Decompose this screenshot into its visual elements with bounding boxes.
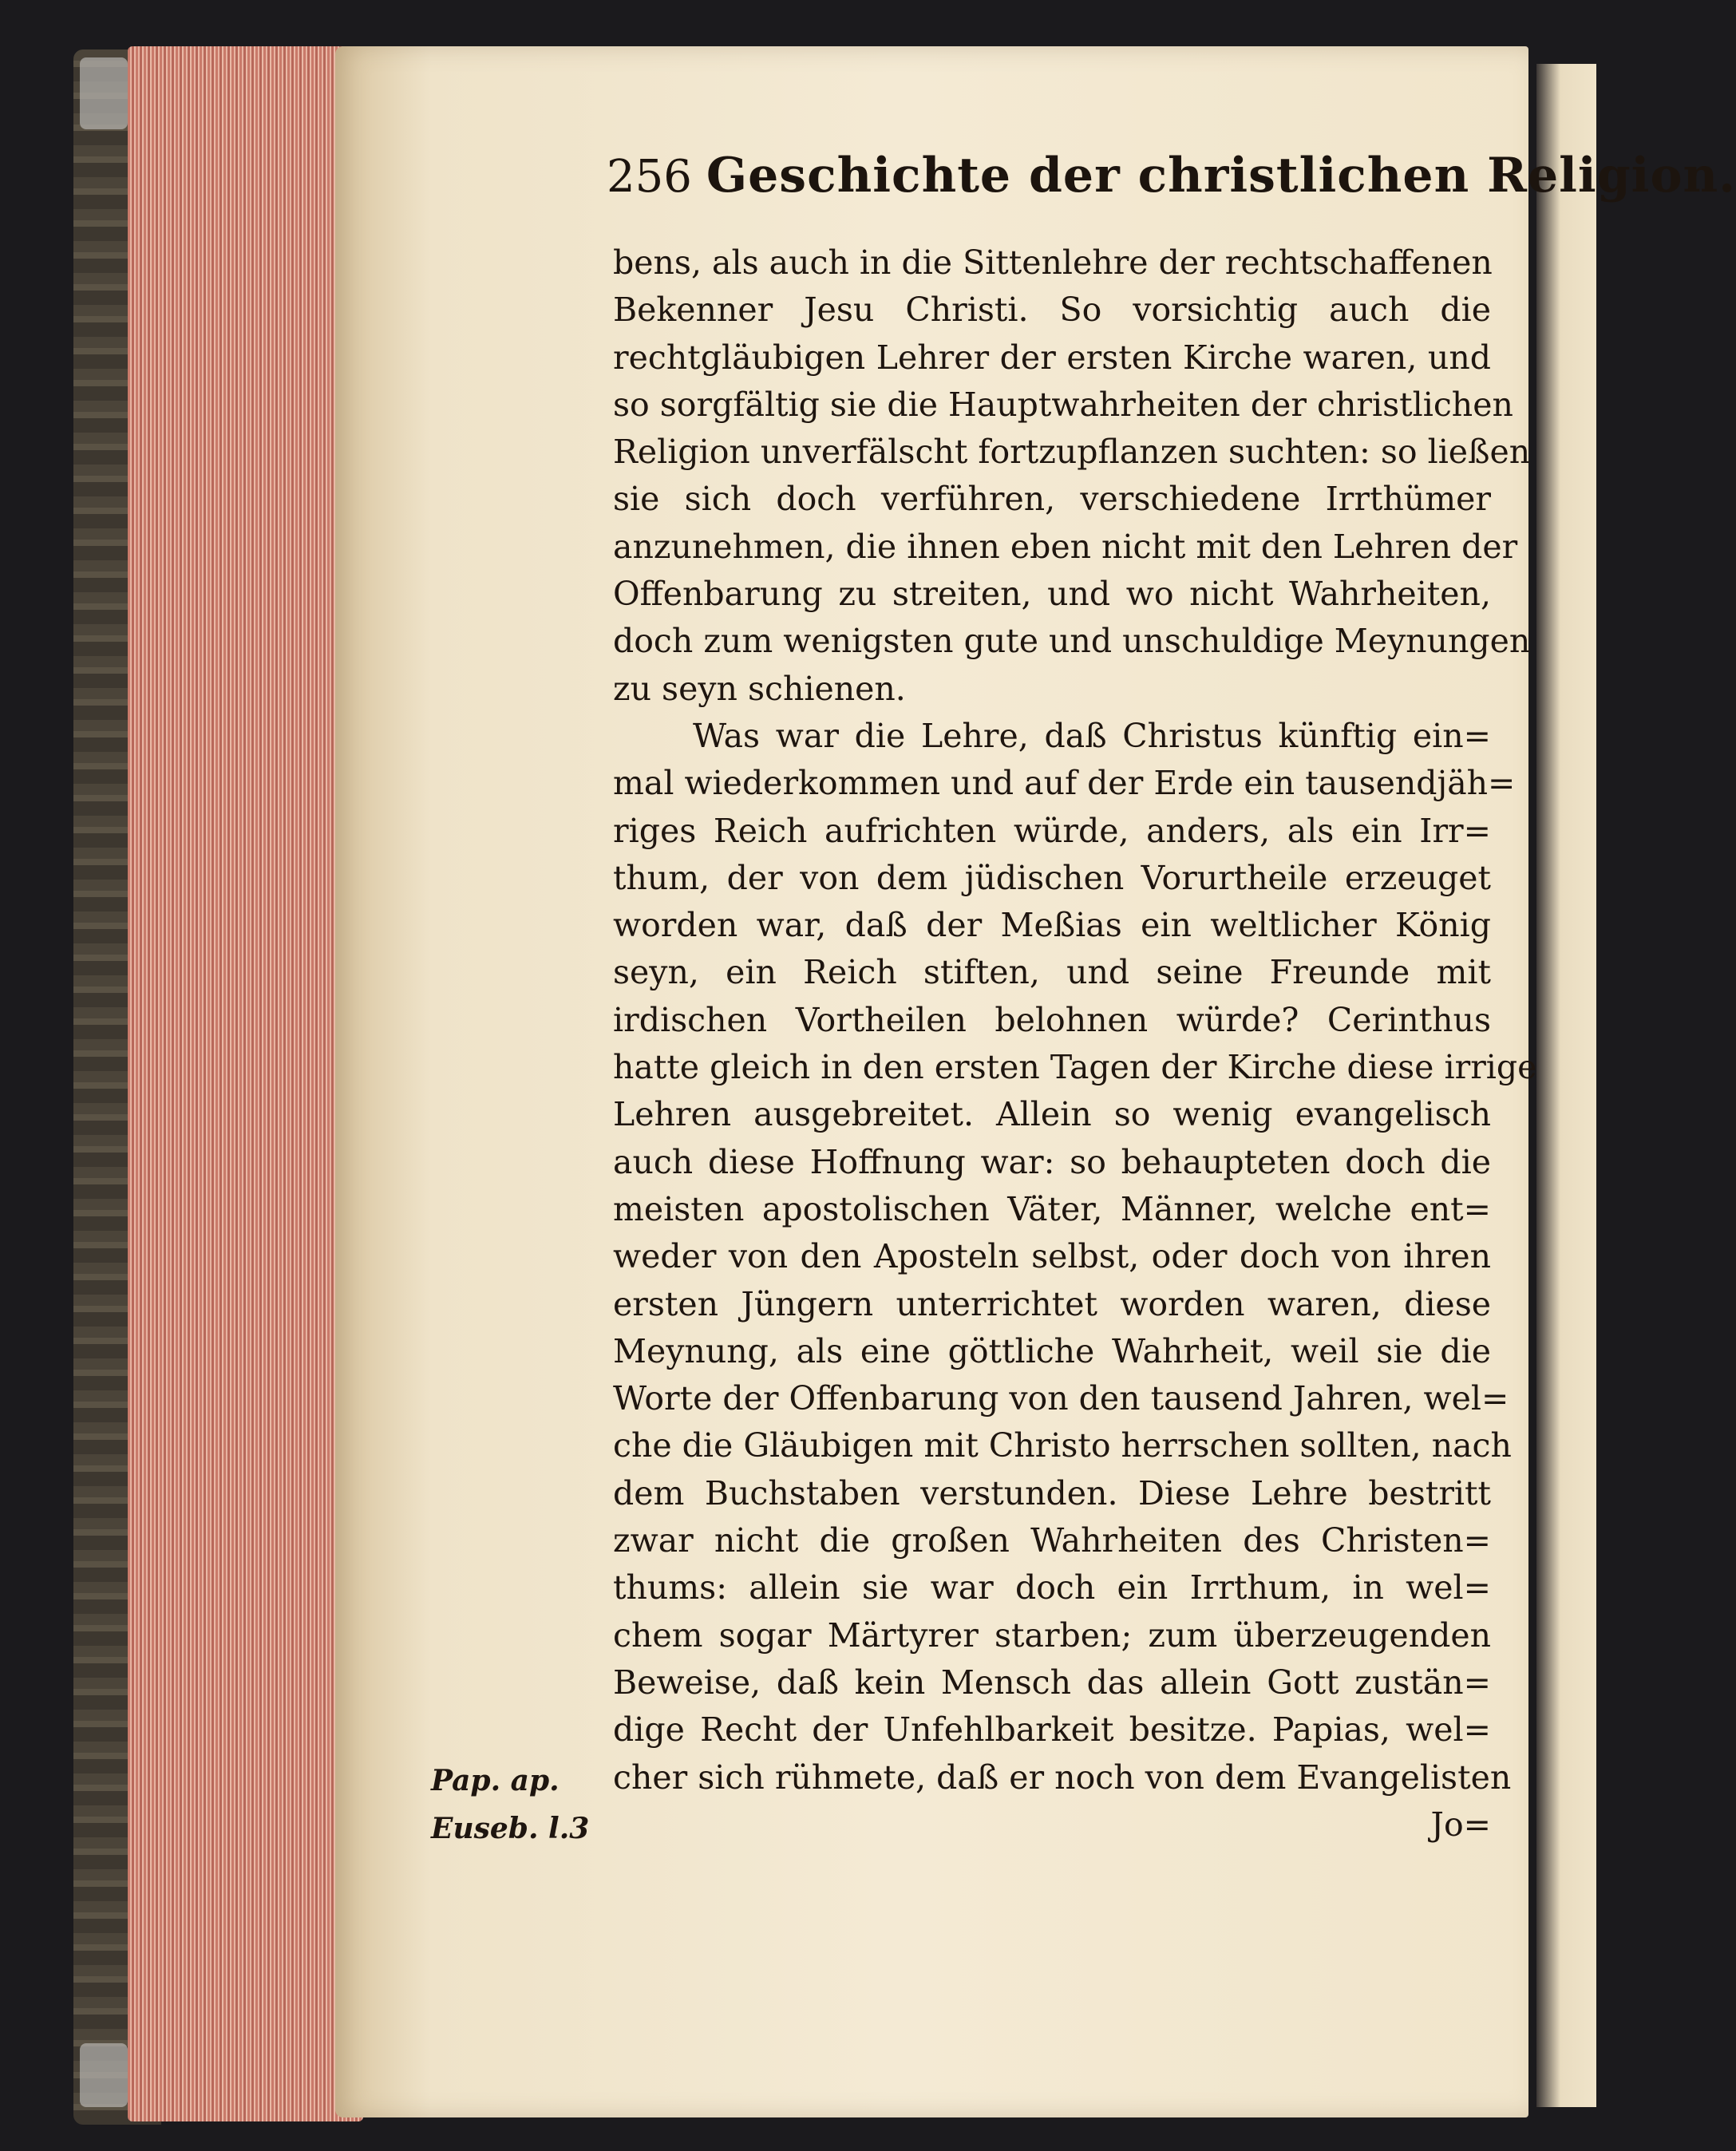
text-line: sie sich doch verführen, verschiedene Irrthümer (613, 480, 1491, 519)
text-line: Bekenner Jesu Christi. So vorsichtig auch die (613, 291, 1491, 330)
page-header (607, 148, 1736, 212)
running-title: Geschichte der christlichen Religion. (706, 148, 1736, 204)
text-line: riges Reich aufrichten würde, anders, als ein Irr= (613, 811, 1491, 850)
text-line: cher sich rühmete, daß er noch von dem Evangelisten (613, 1758, 1512, 1797)
text-line: so sorgfältig sie die Hauptwahrheiten der christlichen (613, 385, 1513, 424)
margin-note-reference: Euseb. l.3 (431, 1812, 590, 1845)
text-line: Offenbarung zu streiten, und wo nicht Wahrheiten, (613, 575, 1491, 614)
text-line: Beweise, daß kein Mensch das allein Gott zustän= (613, 1663, 1491, 1702)
text-line: worden war, daß der Meßias ein weltlicher König (613, 906, 1491, 945)
facing-page-edge (1536, 64, 1596, 2107)
text-line: anzunehmen, die ihnen eben nicht mit den Lehren der (613, 527, 1518, 566)
page-number: 256 (607, 151, 692, 203)
paragraph-start-line: Was war die Lehre, daß Christus künftig ein= (693, 716, 1491, 755)
text-line: che die Gläubigen mit Christo herrschen sollten, nach (613, 1426, 1512, 1465)
cover-corner-bottom (80, 2043, 128, 2107)
text-line: ersten Jüngern unterrichtet worden waren, diese (613, 1284, 1491, 1323)
body-text (613, 239, 1537, 1849)
text-line: Religion unverfälscht fortzupflanzen suchten: so ließen (613, 433, 1531, 472)
text-line: Lehren ausgebreitet. Allein so wenig evangelisch (613, 1095, 1491, 1134)
margin-note-source: Pap. ap. (431, 1764, 560, 1797)
text-line: zu seyn schienen. (613, 669, 906, 708)
cover-corner-top (80, 57, 128, 129)
text-line: meisten apostolischen Väter, Männer, welche ent= (613, 1189, 1491, 1228)
text-line: mal wiederkommen und auf der Erde ein tausendjäh= (613, 764, 1516, 803)
page-edges (128, 46, 363, 2121)
text-line: hatte gleich in den ersten Tagen der Kirche diese irrige (613, 1048, 1537, 1087)
text-line: thum, der von dem jüdischen Vorurtheile erzeuget (613, 858, 1491, 897)
text-line: irdischen Vortheilen belohnen würde? Cerinthus (613, 1000, 1491, 1039)
text-line: dem Buchstaben verstunden. Diese Lehre bestritt (613, 1473, 1491, 1512)
text-line: weder von den Aposteln selbst, oder doch von ihren (613, 1237, 1491, 1276)
text-line: dige Recht der Unfehlbarkeit besitze. Papias, wel= (613, 1710, 1491, 1750)
text-line: doch zum wenigsten gute und unschuldige Meynungen (613, 622, 1531, 661)
text-line: thums: allein sie war doch ein Irrthum, in wel= (613, 1568, 1491, 1607)
text-line: Meynung, als eine göttliche Wahrheit, weil sie die (613, 1331, 1491, 1370)
text-line: auch diese Hoffnung war: so behaupteten doch die (613, 1142, 1491, 1181)
text-line: chem sogar Märtyrer starben; zum überzeugenden (613, 1615, 1491, 1655)
text-line: Worte der Offenbarung von den tausend Jahren, wel= (613, 1379, 1509, 1418)
text-line: bens, als auch in die Sittenlehre der rechtschaffenen (613, 243, 1493, 282)
text-line: seyn, ein Reich stiften, und seine Freunde mit (613, 953, 1491, 992)
text-line: rechtgläubigen Lehrer der ersten Kirche waren, und (613, 338, 1491, 377)
catchword: Jo= (1430, 1805, 1491, 1844)
text-line: zwar nicht die großen Wahrheiten des Christen= (613, 1521, 1491, 1560)
